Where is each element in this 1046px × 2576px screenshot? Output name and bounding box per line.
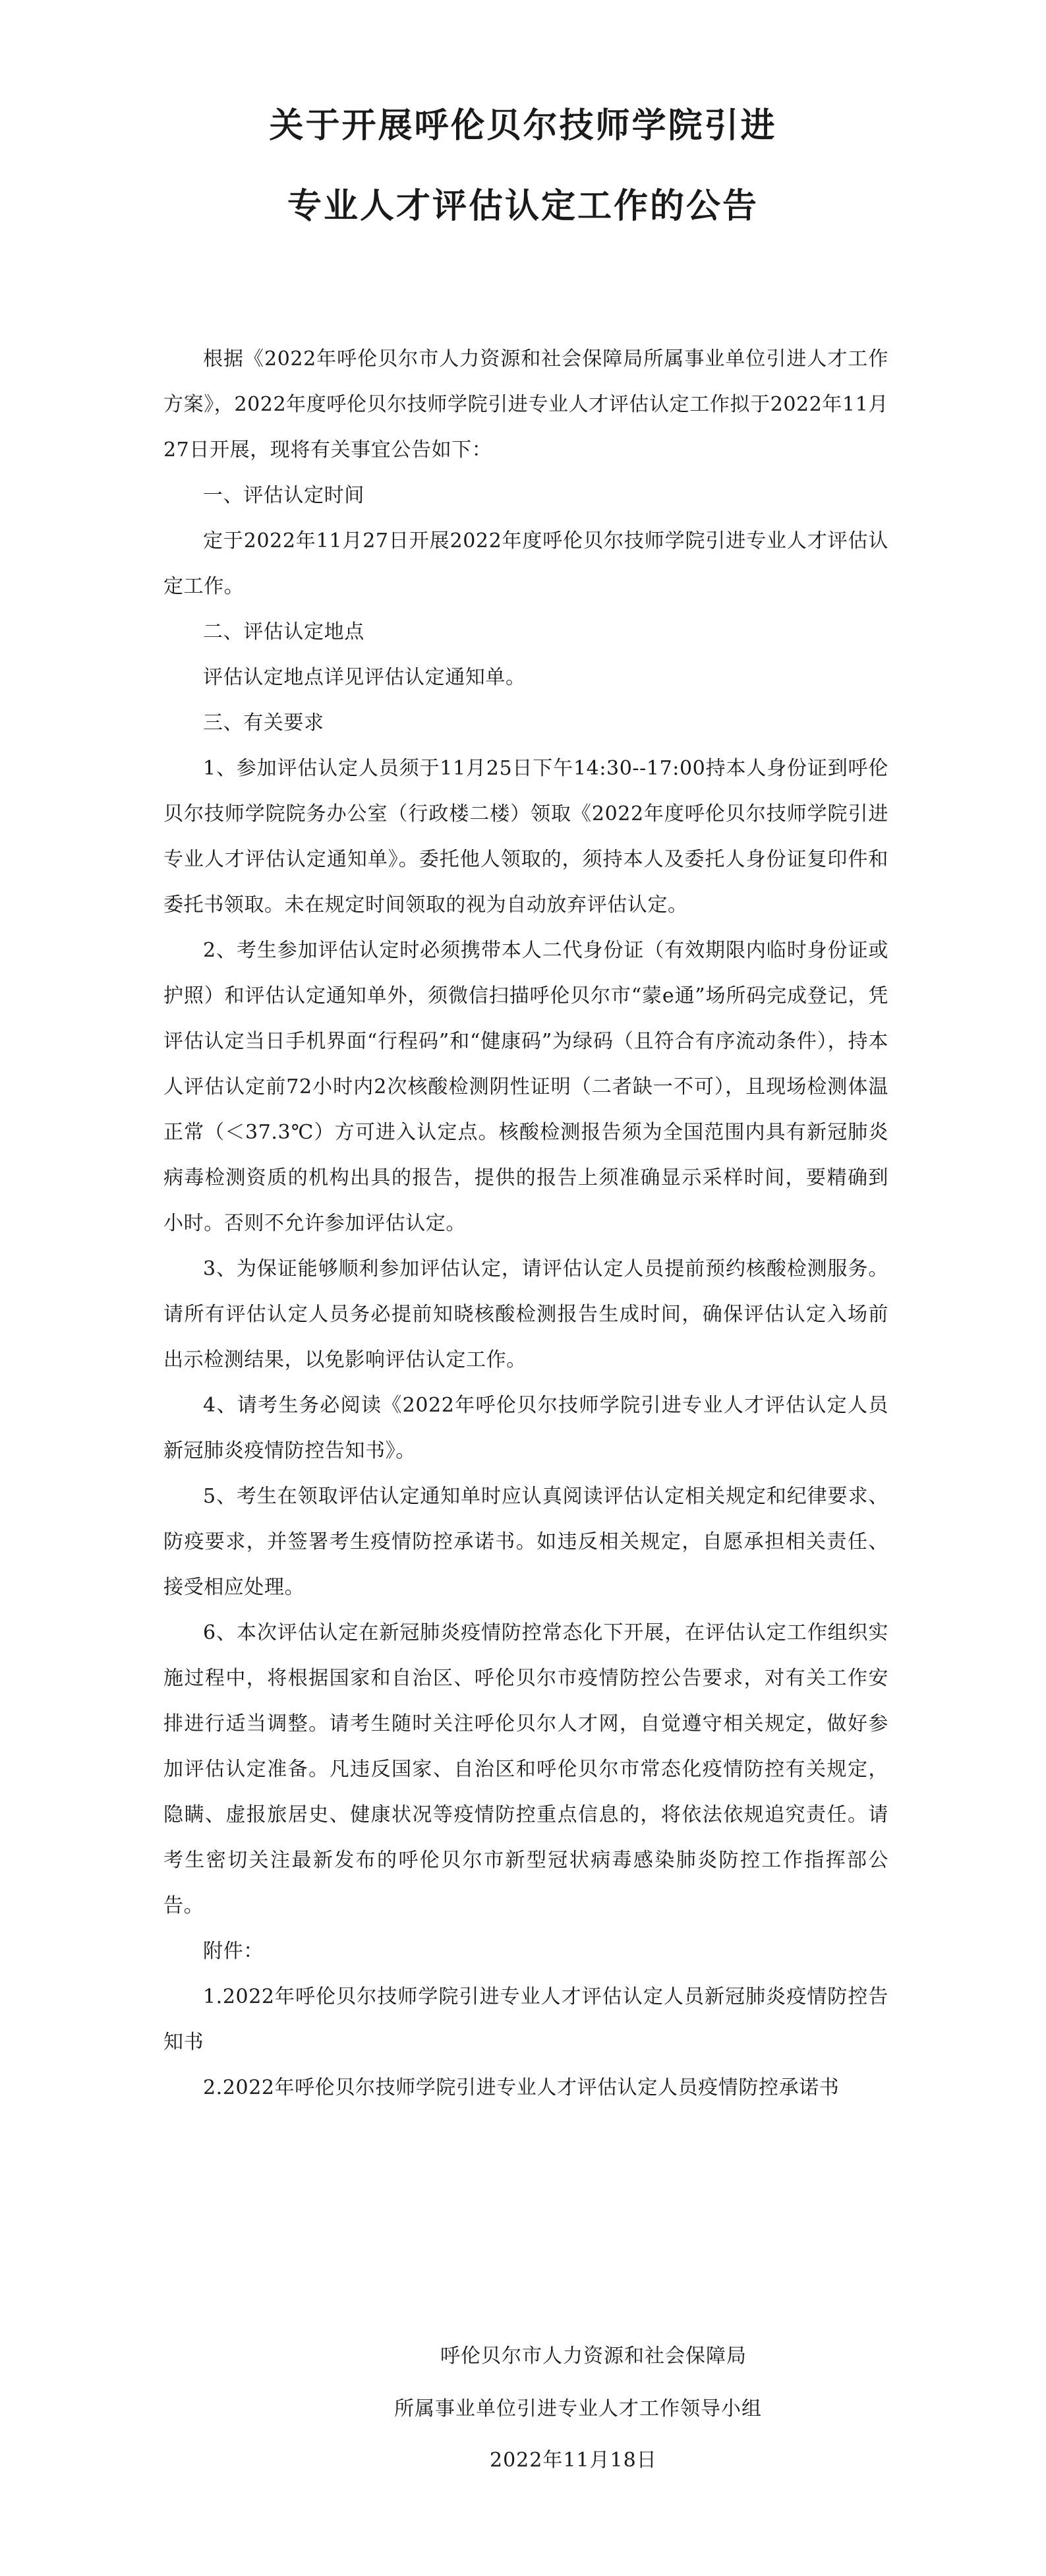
requirement-4: 4、请考生务必阅读《2022年呼伦贝尔技师学院引进专业人才评估认定人员新冠肺炎疫情防控告知书》。 bbox=[163, 1394, 888, 1462]
paragraph-time: 定于2022年11月27日开展2022年度呼伦贝尔技师学院引进专业人才评估认定工作。 bbox=[163, 529, 888, 598]
document-title-line-1: 关于开展呼伦贝尔技师学院引进 bbox=[269, 106, 777, 146]
requirement-6: 6、本次评估认定在新冠肺炎疫情防控常态化下开展，在评估认定工作组织实施过程中，将根据国家和自治区、呼伦贝尔市疫情防控公告要求，对有关工作安排进行适当调整。请考生随时关注呼伦贝尔人才网，自觉遵守相关规定，做好参加评估认定准备。凡违反国家、自治区和呼伦贝尔市常态化疫情防控有关规定，隐瞒、虚报旅居史、健康状况等疫情防控重点信息的，将依法依规追究责任。请考生密切关注最新发布的呼伦贝尔市新型冠状病毒感染肺炎防控工作指挥部公告。 bbox=[163, 1621, 888, 1917]
attachments-heading: 附件： bbox=[203, 1940, 264, 1963]
requirement-3: 3、为保证能够顺利参加评估认定，请评估认定人员提前预约核酸检测服务。请所有评估认定人员务必提前知晓核酸检测报告生成时间，确保评估认定入场前出示检测结果，以免影响评估认定工作。 bbox=[163, 1257, 888, 1371]
document-title-line-2: 专业人才评估认定工作的公告 bbox=[287, 187, 759, 226]
section-heading-requirements: 三、有关要求 bbox=[203, 711, 324, 734]
signature-org-2: 所属事业单位引进专业人才工作领导小组 bbox=[394, 2397, 762, 2420]
paragraph-location: 评估认定地点详见评估认定通知单。 bbox=[203, 666, 526, 689]
signature-org-1: 呼伦贝尔市人力资源和社会保障局 bbox=[440, 2345, 747, 2368]
document-body bbox=[163, 336, 888, 2111]
requirement-5: 5、考生在领取评估认定通知单时应认真阅读评估认定相关规定和纪律要求、防疫要求，并签署考生疫情防控承诺书。如违反相关规定，自愿承担相关责任、接受相应处理。 bbox=[163, 1485, 888, 1599]
requirement-1: 1、参加评估认定人员须于11月25日下午14:30--17:00持本人身份证到呼伦贝尔技师学院院务办公室（行政楼二楼）领取《2022年度呼伦贝尔技师学院引进专业人才评估认定通知单》。委托他人领取的，须持本人及委托人身份证复印件和委托书领取。未在规定时间领取的视为自动放弃评估认定。 bbox=[163, 757, 888, 916]
attachment-1: 1.2022年呼伦贝尔技师学院引进专业人才评估认定人员新冠肺炎疫情防控告知书 bbox=[163, 1985, 888, 2054]
section-heading-time: 一、评估认定时间 bbox=[203, 484, 364, 507]
attachment-2: 2.2022年呼伦贝尔技师学院引进专业人才评估认定人员疫情防控承诺书 bbox=[203, 2076, 840, 2099]
requirement-2: 2、考生参加评估认定时必须携带本人二代身份证（有效期限内临时身份证或护照）和评估认定通知单外，须微信扫描呼伦贝尔市“蒙e通”场所码完成登记，凭评估认定当日手机界面“行程码”和“健康码”为绿码（且符合有序流动条件），持本人评估认定前72小时内2次核酸检测阴性证明（二者缺一不可），且现场检测体温正常（＜37.3℃）方可进入认定点。核酸检测报告须为全国范围内具有新冠肺炎病毒检测资质的机构出具的报告，提供的报告上须准确显示采样时间，要精确到小时。否则不允许参加评估认定。 bbox=[163, 939, 888, 1235]
section-heading-location: 二、评估认定地点 bbox=[203, 620, 364, 644]
signature-date: 2022年11月18日 bbox=[490, 2449, 657, 2472]
intro-paragraph: 根据《2022年呼伦贝尔市人力资源和社会保障局所属事业单位引进人才工作方案》，2022年度呼伦贝尔技师学院引进专业人才评估认定工作拟于2022年11月27日开展，现将有关事宜公告如下： bbox=[163, 347, 888, 462]
